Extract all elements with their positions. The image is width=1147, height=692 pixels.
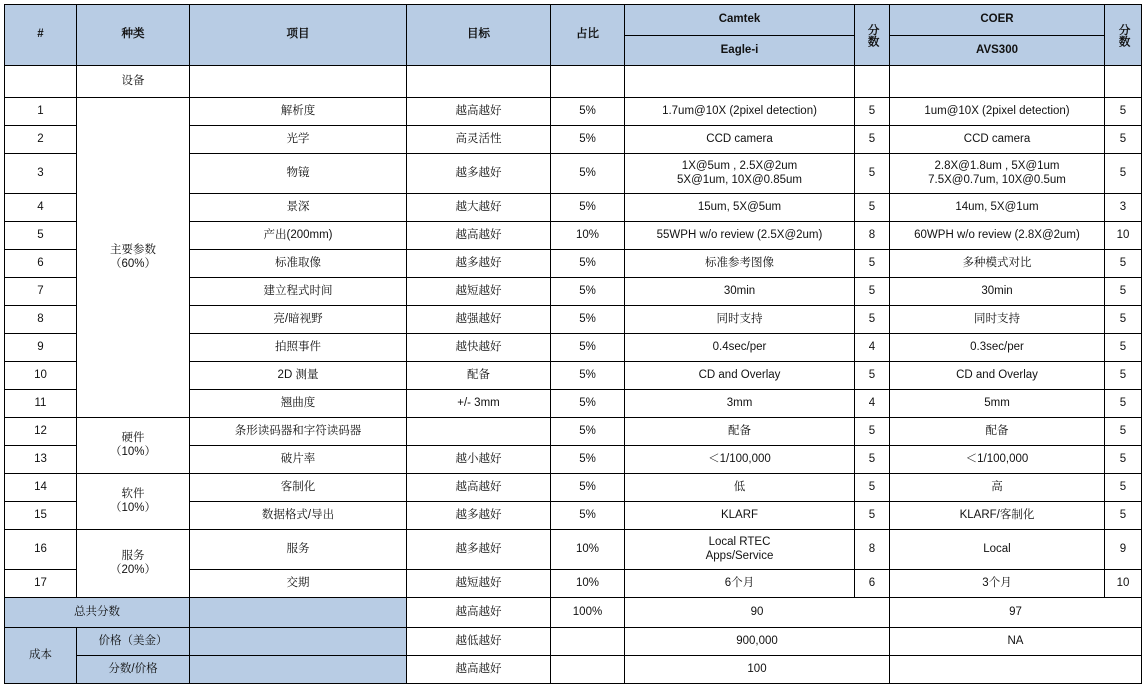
row-weight: 5%: [551, 418, 625, 446]
row-item: 建立程式时间: [190, 278, 407, 306]
row-coer-score: 5: [1105, 154, 1142, 194]
row-weight: 5%: [551, 306, 625, 334]
row-camtek-score: 8: [855, 530, 890, 570]
row-weight: 5%: [551, 334, 625, 362]
row-coer-score: 5: [1105, 418, 1142, 446]
total-camtek: 90: [625, 598, 890, 628]
ratio-label: 分数/价格: [77, 656, 190, 684]
row-coer-value: KLARF/客制化: [890, 502, 1105, 530]
row-coer-score: 3: [1105, 194, 1142, 222]
row-weight: 10%: [551, 222, 625, 250]
row-num: 5: [5, 222, 77, 250]
row-coer-value: 配备: [890, 418, 1105, 446]
row-num: 9: [5, 334, 77, 362]
row-camtek-score: 5: [855, 474, 890, 502]
row-target: 越高越好: [407, 98, 551, 126]
row-weight: 5%: [551, 278, 625, 306]
row-target: 越短越好: [407, 570, 551, 598]
row-weight: 5%: [551, 250, 625, 278]
row-camtek-value: CCD camera: [625, 126, 855, 154]
row-item: 亮/暗视野: [190, 306, 407, 334]
row-num: 6: [5, 250, 77, 278]
row-coer-value: 30min: [890, 278, 1105, 306]
row-camtek-value: Local RTEC Apps/Service: [625, 530, 855, 570]
row-camtek-score: 5: [855, 502, 890, 530]
row-coer-score: 5: [1105, 362, 1142, 390]
row-coer-value: 1um@10X (2pixel detection): [890, 98, 1105, 126]
header-num: #: [5, 5, 77, 66]
row-num: 8: [5, 306, 77, 334]
row-target: 越短越好: [407, 278, 551, 306]
row-target: 越多越好: [407, 250, 551, 278]
row-coer-score: 5: [1105, 250, 1142, 278]
row-target: +/- 3mm: [407, 390, 551, 418]
row-item: 破片率: [190, 446, 407, 474]
row-item: 光学: [190, 126, 407, 154]
row-camtek-score: 5: [855, 418, 890, 446]
row-item: 翘曲度: [190, 390, 407, 418]
price-camtek: 900,000: [625, 628, 890, 656]
empty-cell: [1105, 66, 1142, 98]
header-weight: 占比: [551, 5, 625, 66]
row-coer-value: 5mm: [890, 390, 1105, 418]
row-coer-score: 5: [1105, 502, 1142, 530]
row-item: 数据格式/导出: [190, 502, 407, 530]
header-vendor-coer: COER: [890, 5, 1105, 36]
price-weight-blank: [551, 628, 625, 656]
table-row: [5, 98, 1142, 126]
row-coer-value: 多种模式对比: [890, 250, 1105, 278]
row-camtek-value: 55WPH w/o review (2.5X@2um): [625, 222, 855, 250]
ratio-target: 越高越好: [407, 656, 551, 684]
row-num: 2: [5, 126, 77, 154]
row-target: 越多越好: [407, 502, 551, 530]
row-coer-value: 2.8X@1.8um , 5X@1um 7.5X@0.7um, 10X@0.5um: [890, 154, 1105, 194]
total-row: [5, 598, 1142, 628]
row-camtek-value: 低: [625, 474, 855, 502]
category-hardware: 硬件 （10%）: [77, 418, 190, 474]
comparison-table: [4, 4, 1142, 684]
row-num: 7: [5, 278, 77, 306]
row-item: 客制化: [190, 474, 407, 502]
row-camtek-value: 0.4sec/per: [625, 334, 855, 362]
total-weight: 100%: [551, 598, 625, 628]
row-camtek-score: 5: [855, 126, 890, 154]
row-coer-score: 5: [1105, 446, 1142, 474]
header-score-2: 分数: [1105, 5, 1142, 66]
row-target: [407, 418, 551, 446]
category-software: 软件 （10%）: [77, 474, 190, 530]
row-item: 景深: [190, 194, 407, 222]
empty-cell: [855, 66, 890, 98]
row-coer-score: 5: [1105, 278, 1142, 306]
row-coer-value: 高: [890, 474, 1105, 502]
ratio-weight-blank: [551, 656, 625, 684]
row-num: 12: [5, 418, 77, 446]
row-target: 越小越好: [407, 446, 551, 474]
price-coer: NA: [890, 628, 1142, 656]
row-coer-score: 5: [1105, 98, 1142, 126]
row-coer-value: 0.3sec/per: [890, 334, 1105, 362]
row-num: 13: [5, 446, 77, 474]
empty-cell: [625, 66, 855, 98]
ratio-coer: [890, 656, 1142, 684]
price-target: 越低越好: [407, 628, 551, 656]
row-weight: 5%: [551, 502, 625, 530]
row-camtek-value: 6个月: [625, 570, 855, 598]
empty-cell: [890, 66, 1105, 98]
ratio-blank: [190, 656, 407, 684]
row-weight: 5%: [551, 98, 625, 126]
row-coer-value: 14um, 5X@1um: [890, 194, 1105, 222]
total-coer: 97: [890, 598, 1142, 628]
row-coer-value: 60WPH w/o review (2.8X@2um): [890, 222, 1105, 250]
header-category: 种类: [77, 5, 190, 66]
total-blank: [190, 598, 407, 628]
row-camtek-score: 5: [855, 154, 890, 194]
row-target: 越高越好: [407, 474, 551, 502]
price-blank: [190, 628, 407, 656]
row-target: 越快越好: [407, 334, 551, 362]
row-camtek-score: 5: [855, 250, 890, 278]
row-camtek-value: 标准参考图像: [625, 250, 855, 278]
row-camtek-score: 5: [855, 446, 890, 474]
row-camtek-score: 5: [855, 306, 890, 334]
price-label: 价格（美金）: [77, 628, 190, 656]
row-weight: 10%: [551, 530, 625, 570]
row-camtek-value: ＜1/100,000: [625, 446, 855, 474]
row-camtek-value: 15um, 5X@5um: [625, 194, 855, 222]
row-item: 拍照事件: [190, 334, 407, 362]
row-coer-value: CD and Overlay: [890, 362, 1105, 390]
row-num: 11: [5, 390, 77, 418]
header-vendor-camtek: Camtek: [625, 5, 855, 36]
total-target: 越高越好: [407, 598, 551, 628]
table-row: [5, 530, 1142, 570]
empty-cell: [190, 66, 407, 98]
total-label: 总共分数: [5, 598, 190, 628]
table-row: [5, 418, 1142, 446]
row-coer-score: 5: [1105, 390, 1142, 418]
row-camtek-score: 4: [855, 390, 890, 418]
category-main: 主要参数 （60%）: [77, 98, 190, 418]
row-item: 物镜: [190, 154, 407, 194]
row-num: 14: [5, 474, 77, 502]
row-coer-score: 10: [1105, 570, 1142, 598]
row-weight: 5%: [551, 474, 625, 502]
row-camtek-score: 8: [855, 222, 890, 250]
row-item: 解析度: [190, 98, 407, 126]
row-camtek-score: 5: [855, 98, 890, 126]
header-score-1: 分数: [855, 5, 890, 66]
row-item: 2D 测量: [190, 362, 407, 390]
row-camtek-value: 3mm: [625, 390, 855, 418]
row-weight: 10%: [551, 570, 625, 598]
row-coer-score: 10: [1105, 222, 1142, 250]
row-camtek-score: 5: [855, 362, 890, 390]
row-weight: 5%: [551, 194, 625, 222]
category-service: 服务 （20%）: [77, 530, 190, 598]
row-camtek-value: 同时支持: [625, 306, 855, 334]
ratio-row: [5, 656, 1142, 684]
equipment-row: [5, 66, 1142, 98]
row-target: 越大越好: [407, 194, 551, 222]
row-item: 条形读码器和字符读码器: [190, 418, 407, 446]
empty-cell: [551, 66, 625, 98]
row-camtek-value: CD and Overlay: [625, 362, 855, 390]
row-item: 服务: [190, 530, 407, 570]
row-target: 越强越好: [407, 306, 551, 334]
row-coer-score: 9: [1105, 530, 1142, 570]
row-weight: 5%: [551, 446, 625, 474]
ratio-camtek: 100: [625, 656, 890, 684]
row-num: 1: [5, 98, 77, 126]
equipment-label: 设备: [77, 66, 190, 98]
header-model-eagle: Eagle-i: [625, 36, 855, 66]
row-coer-value: 3个月: [890, 570, 1105, 598]
row-weight: 5%: [551, 362, 625, 390]
row-weight: 5%: [551, 390, 625, 418]
table-row: [5, 474, 1142, 502]
row-coer-score: 5: [1105, 306, 1142, 334]
row-target: 配备: [407, 362, 551, 390]
row-camtek-value: 配备: [625, 418, 855, 446]
row-num: 17: [5, 570, 77, 598]
row-weight: 5%: [551, 126, 625, 154]
row-num: 10: [5, 362, 77, 390]
row-num: 16: [5, 530, 77, 570]
row-item: 交期: [190, 570, 407, 598]
row-camtek-score: 5: [855, 194, 890, 222]
row-item: 产出(200mm): [190, 222, 407, 250]
row-coer-value: CCD camera: [890, 126, 1105, 154]
header-item: 项目: [190, 5, 407, 66]
row-target: 高灵活性: [407, 126, 551, 154]
header-row-1: [5, 5, 1142, 36]
row-num: 15: [5, 502, 77, 530]
row-item: 标准取像: [190, 250, 407, 278]
row-camtek-value: KLARF: [625, 502, 855, 530]
row-coer-score: 5: [1105, 126, 1142, 154]
row-target: 越高越好: [407, 222, 551, 250]
row-num: 3: [5, 154, 77, 194]
row-camtek-score: 4: [855, 334, 890, 362]
row-coer-value: ＜1/100,000: [890, 446, 1105, 474]
row-coer-value: 同时支持: [890, 306, 1105, 334]
empty-cell: [5, 66, 77, 98]
row-coer-score: 5: [1105, 474, 1142, 502]
row-camtek-value: 1X@5um , 2.5X@2um 5X@1um, 10X@0.85um: [625, 154, 855, 194]
row-camtek-score: 6: [855, 570, 890, 598]
row-camtek-score: 5: [855, 278, 890, 306]
header-model-avs: AVS300: [890, 36, 1105, 66]
row-target: 越多越好: [407, 530, 551, 570]
row-camtek-value: 1.7um@10X (2pixel detection): [625, 98, 855, 126]
row-num: 4: [5, 194, 77, 222]
cost-label: 成本: [5, 628, 77, 684]
price-row: [5, 628, 1142, 656]
empty-cell: [407, 66, 551, 98]
header-target: 目标: [407, 5, 551, 66]
row-target: 越多越好: [407, 154, 551, 194]
row-coer-score: 5: [1105, 334, 1142, 362]
row-coer-value: Local: [890, 530, 1105, 570]
row-camtek-value: 30min: [625, 278, 855, 306]
row-weight: 5%: [551, 154, 625, 194]
